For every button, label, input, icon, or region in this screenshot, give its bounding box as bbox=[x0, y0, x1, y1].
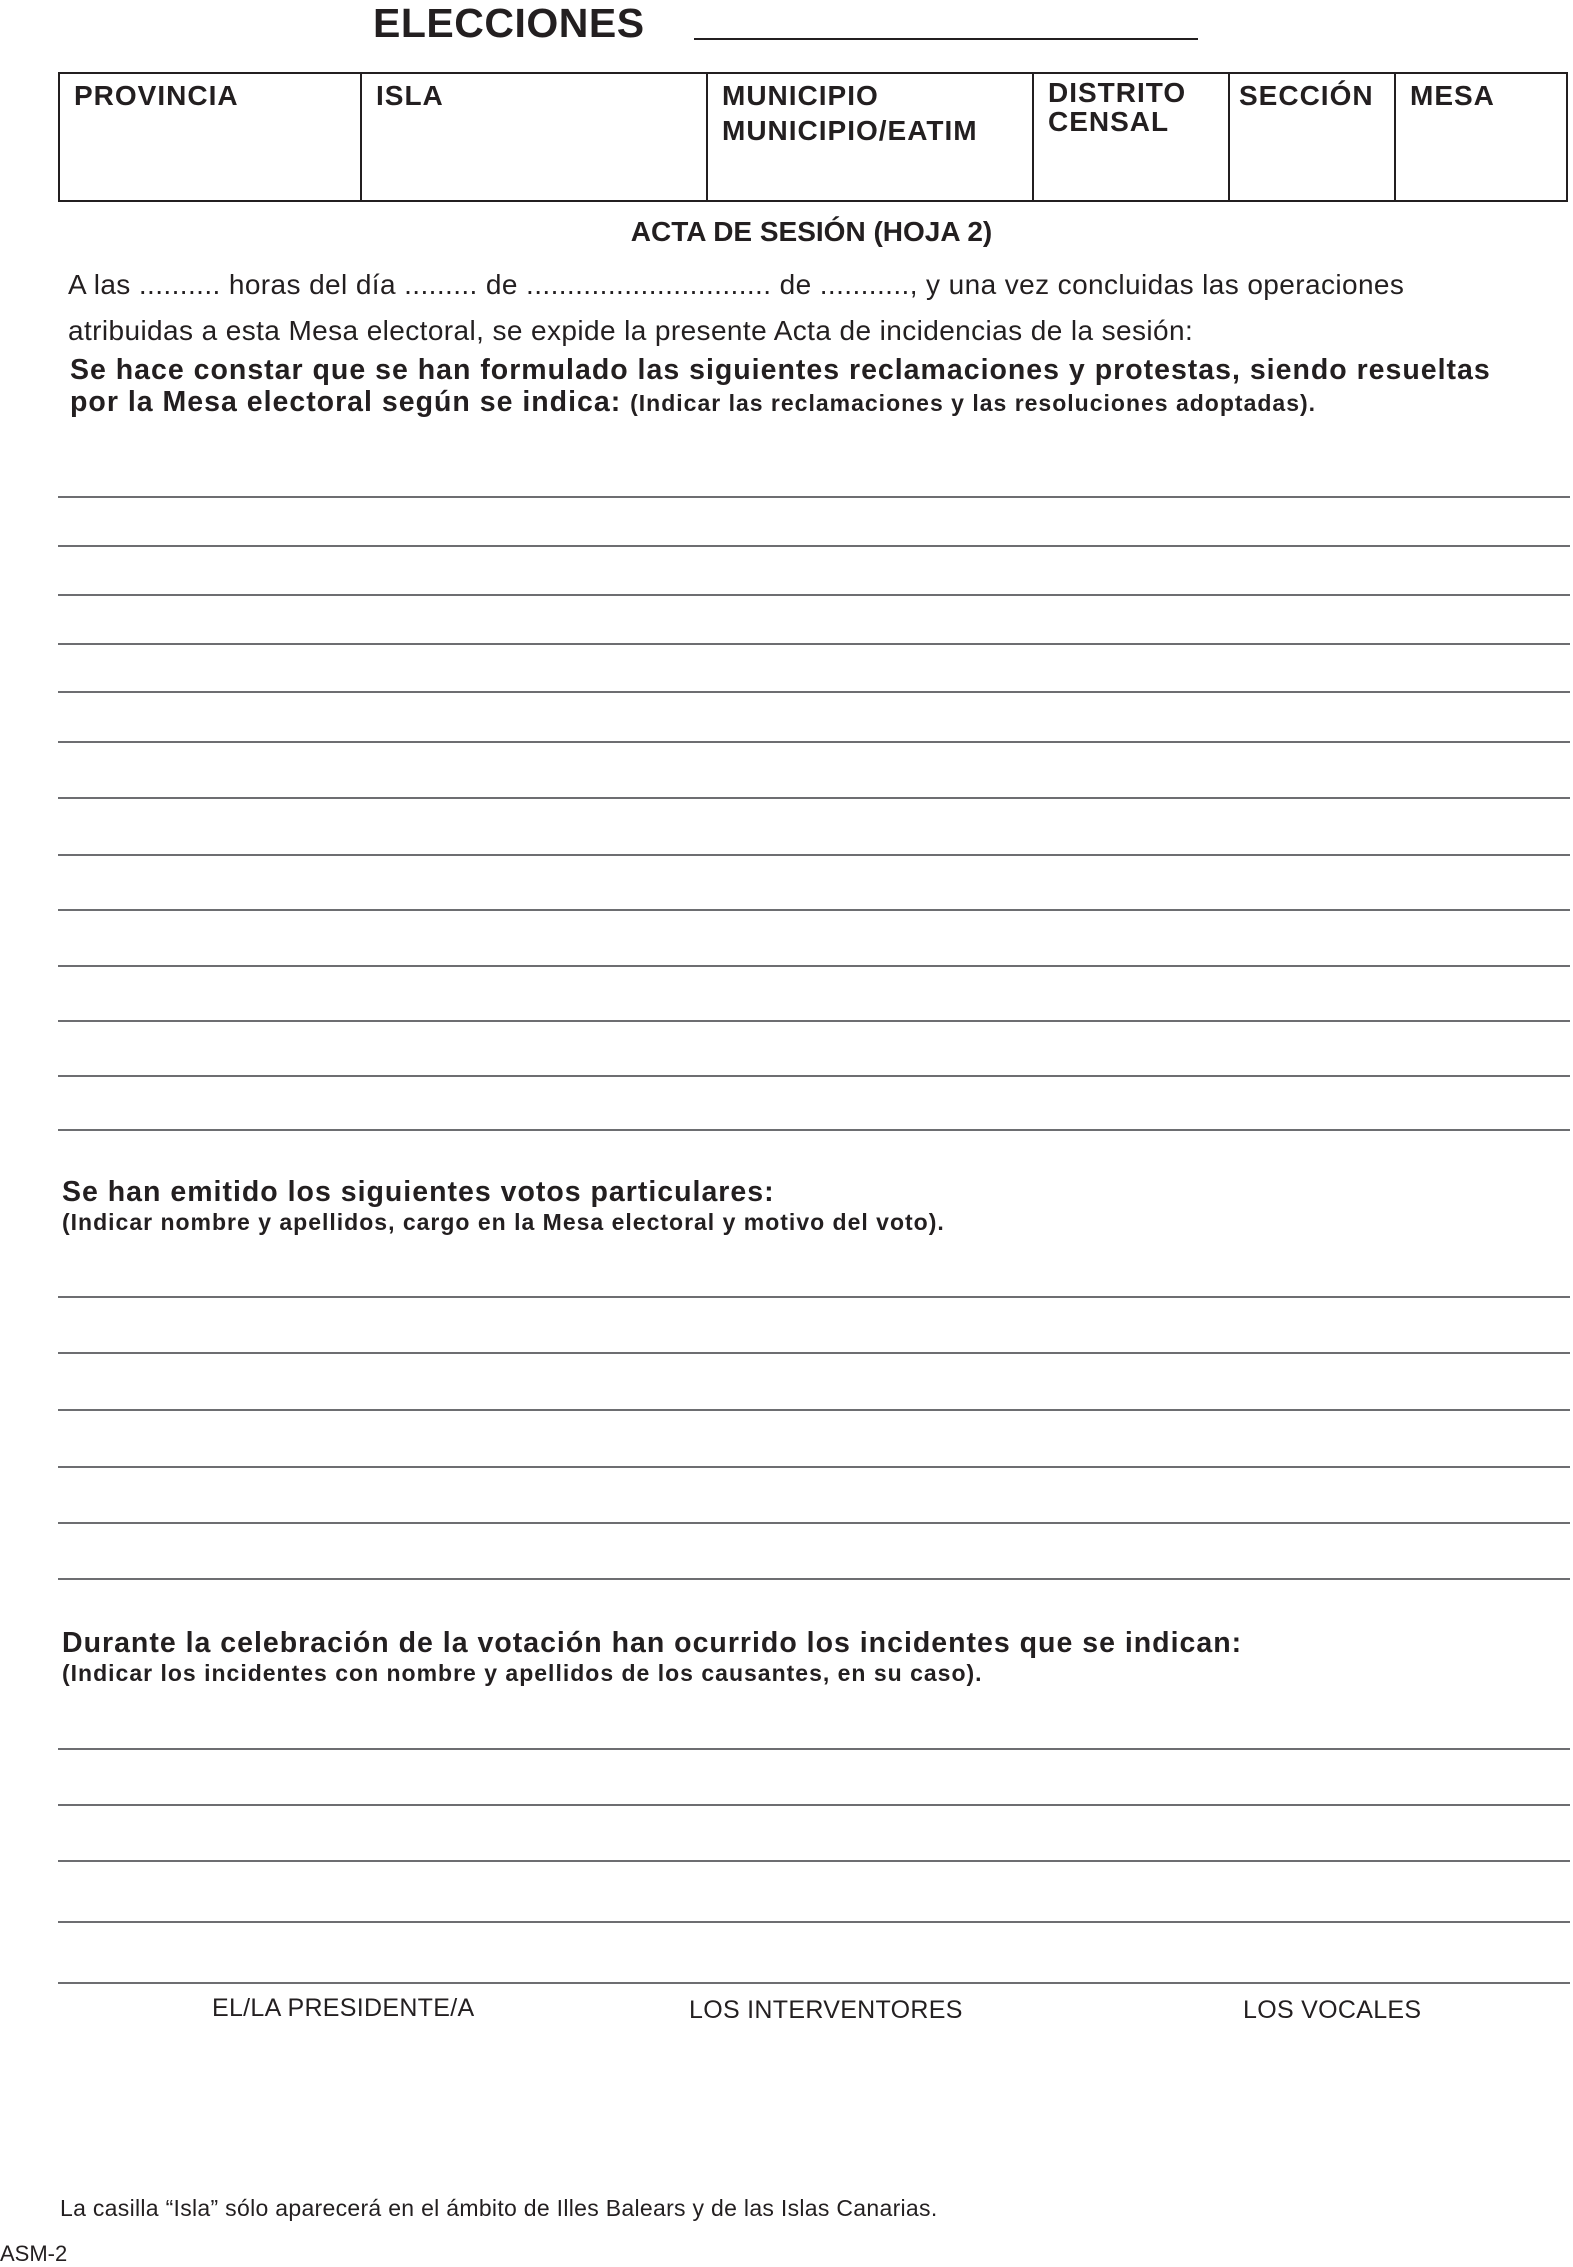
write-line[interactable] bbox=[58, 1409, 1570, 1411]
write-line[interactable] bbox=[58, 691, 1570, 693]
section-incidentes-title: Durante la celebración de la votación han ocurrido los incidentes que se indican: bbox=[62, 1627, 1243, 1659]
form-code: ASM-2 bbox=[0, 2241, 68, 2266]
write-line[interactable] bbox=[58, 1921, 1570, 1923]
section-reclamaciones-heading bbox=[70, 354, 1491, 419]
write-line[interactable] bbox=[58, 1129, 1570, 1131]
document-title: ELECCIONES bbox=[373, 0, 645, 46]
write-line[interactable] bbox=[58, 909, 1570, 911]
write-line[interactable] bbox=[58, 496, 1570, 498]
section-incidentes-hint: (Indicar los incidentes con nombre y apellidos de los causantes, en su caso). bbox=[62, 1660, 983, 1686]
write-line[interactable] bbox=[58, 854, 1570, 856]
header-label-isla: ISLA bbox=[376, 80, 444, 111]
write-line[interactable] bbox=[58, 1466, 1570, 1468]
acta-title: ACTA DE SESIÓN (HOJA 2) bbox=[630, 216, 993, 247]
write-line[interactable] bbox=[58, 1982, 1570, 1984]
intro-line-1: A las .......... horas del día ......... de .............................. de ..........., y una vez concluidas las operaciones bbox=[68, 269, 1405, 300]
title-fill-line[interactable] bbox=[694, 38, 1198, 40]
write-line[interactable] bbox=[58, 643, 1570, 645]
signature-president-label: EL/LA PRESIDENTE/A bbox=[212, 1994, 475, 2022]
header-label-seccion: SECCIÓN bbox=[1239, 80, 1374, 111]
write-line[interactable] bbox=[58, 1020, 1570, 1022]
write-line[interactable] bbox=[58, 965, 1570, 967]
write-line[interactable] bbox=[58, 1748, 1570, 1750]
write-line[interactable] bbox=[58, 1578, 1570, 1580]
write-line[interactable] bbox=[58, 594, 1570, 596]
write-line[interactable] bbox=[58, 1804, 1570, 1806]
write-line[interactable] bbox=[58, 1522, 1570, 1524]
section-votos-title: Se han emitido los siguientes votos particulares: bbox=[62, 1176, 775, 1208]
write-line[interactable] bbox=[58, 1075, 1570, 1077]
header-cell-mesa[interactable] bbox=[1394, 74, 1566, 200]
write-line[interactable] bbox=[58, 1296, 1570, 1298]
write-line[interactable] bbox=[58, 545, 1570, 547]
section-reclamaciones-title-1: Se hace constar que se han formulado las siguientes reclamaciones y protestas, siendo resueltas bbox=[70, 354, 1491, 386]
header-cell-municipio[interactable] bbox=[706, 74, 1032, 200]
signature-interventores-label: LOS INTERVENTORES bbox=[689, 1996, 963, 2024]
intro-line-2: atribuidas a esta Mesa electoral, se expide la presente Acta de incidencias de la sesión: bbox=[68, 315, 1194, 346]
section-votos-heading bbox=[62, 1176, 945, 1236]
section-votos-hint: (Indicar nombre y apellidos, cargo en la Mesa electoral y motivo del voto). bbox=[62, 1209, 945, 1235]
header-label-distrito-censal: DISTRITO CENSAL bbox=[1048, 77, 1187, 137]
header-table bbox=[58, 72, 1568, 202]
header-cell-isla[interactable] bbox=[360, 74, 706, 200]
write-line[interactable] bbox=[58, 1860, 1570, 1862]
intro-paragraph bbox=[68, 262, 1404, 354]
header-label-provincia: PROVINCIA bbox=[74, 80, 239, 111]
header-cell-seccion[interactable] bbox=[1228, 74, 1394, 200]
footnote: La casilla “Isla” sólo aparecerá en el ámbito de Illes Balears y de las Islas Canarias. bbox=[60, 2195, 938, 2221]
write-line[interactable] bbox=[58, 797, 1570, 799]
section-reclamaciones-hint: (Indicar las reclamaciones y las resoluciones adoptadas). bbox=[630, 390, 1317, 416]
header-label-mesa: MESA bbox=[1410, 80, 1495, 111]
header-cell-provincia[interactable] bbox=[60, 74, 360, 200]
section-incidentes-heading bbox=[62, 1627, 1242, 1687]
section-reclamaciones-title-2: por la Mesa electoral según se indica: bbox=[70, 386, 622, 418]
header-cell-distrito-censal[interactable] bbox=[1032, 74, 1228, 200]
signature-vocales-label: LOS VOCALES bbox=[1243, 1996, 1422, 2024]
write-line[interactable] bbox=[58, 741, 1570, 743]
write-line[interactable] bbox=[58, 1352, 1570, 1354]
header-label-municipio: MUNICIPIO MUNICIPIO/EATIM bbox=[722, 80, 978, 146]
